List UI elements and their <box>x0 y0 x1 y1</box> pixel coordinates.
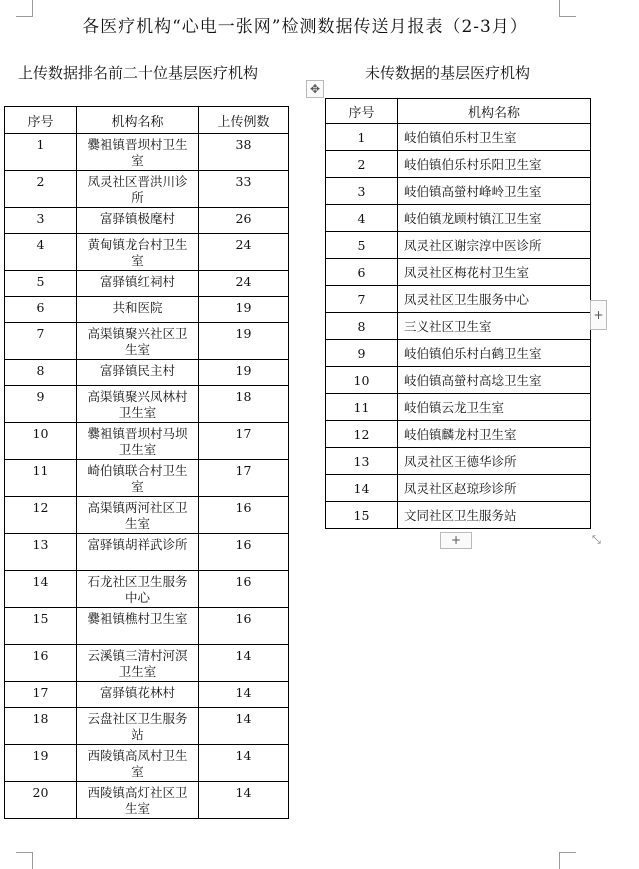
row-number-cell: 17 <box>5 682 77 708</box>
upload-count-cell: 17 <box>199 423 289 460</box>
institution-name-cell: 富驿镇极麾村 <box>77 208 199 234</box>
institution-name-cell: 共和医院 <box>77 297 199 323</box>
upload-count-cell: 19 <box>199 323 289 360</box>
row-number-cell: 4 <box>5 234 77 271</box>
left-table-subtitle: 上传数据排名前二十位基层医疗机构 <box>18 64 259 82</box>
table-row <box>5 745 289 782</box>
institution-name-cell: 西陵镇高灯社区卫生室 <box>77 782 199 819</box>
institution-name-cell: 黄甸镇龙台村卫生室 <box>77 234 199 271</box>
add-row-button[interactable]: + <box>440 532 472 549</box>
row-number-cell: 3 <box>5 208 77 234</box>
institution-name-cell: 富驿镇胡祥武诊所 <box>77 534 199 571</box>
right-table-subtitle: 未传数据的基层医疗机构 <box>365 64 531 82</box>
upload-count-cell: 38 <box>199 134 289 171</box>
institution-name-cell: 岐伯镇高螢村峰岭卫生室 <box>398 178 591 205</box>
table-row <box>5 271 289 297</box>
upload-count-cell: 14 <box>199 782 289 819</box>
table-row <box>5 460 289 497</box>
table-header-row <box>326 99 591 124</box>
row-number-cell: 1 <box>5 134 77 171</box>
top-twenty-table <box>4 106 289 819</box>
table-row <box>326 394 591 421</box>
upload-count-cell: 24 <box>199 271 289 297</box>
row-number-cell: 11 <box>326 394 398 421</box>
no-upload-table <box>325 98 591 529</box>
table-resize-icon[interactable]: ⤡ <box>592 533 601 546</box>
row-number-cell: 4 <box>326 205 398 232</box>
row-number-cell: 14 <box>5 571 77 608</box>
table-row <box>5 497 289 534</box>
header-cell-institution: 机构名称 <box>77 107 199 134</box>
table-row <box>326 124 591 151</box>
row-number-cell: 6 <box>326 259 398 286</box>
table-row <box>5 608 289 645</box>
institution-name-cell: 岐伯镇麟龙村卫生室 <box>398 421 591 448</box>
table-row <box>5 782 289 819</box>
institution-name-cell: 凤灵社区赵琼珍诊所 <box>398 475 591 502</box>
table-row <box>5 360 289 386</box>
table-row <box>326 232 591 259</box>
institution-name-cell: 云盘社区卫生服务站 <box>77 708 199 745</box>
row-number-cell: 15 <box>326 502 398 529</box>
institution-name-cell: 岐伯镇伯乐村白鹤卫生室 <box>398 340 591 367</box>
header-cell-institution: 机构名称 <box>398 99 591 124</box>
table-row <box>5 234 289 271</box>
row-number-cell: 10 <box>326 367 398 394</box>
row-number-cell: 3 <box>326 178 398 205</box>
page-corner-mark <box>559 852 576 869</box>
row-number-cell: 15 <box>5 608 77 645</box>
add-column-button[interactable]: + <box>590 300 607 330</box>
institution-name-cell: 凤灵社区谢宗淳中医诊所 <box>398 232 591 259</box>
row-number-cell: 19 <box>5 745 77 782</box>
row-number-cell: 1 <box>326 124 398 151</box>
table-row <box>5 297 289 323</box>
upload-count-cell: 24 <box>199 234 289 271</box>
row-number-cell: 2 <box>5 171 77 208</box>
page-corner-mark <box>16 852 33 869</box>
upload-count-cell: 16 <box>199 534 289 571</box>
row-number-cell: 5 <box>5 271 77 297</box>
row-number-cell: 18 <box>5 708 77 745</box>
table-row <box>326 448 591 475</box>
institution-name-cell: 高渠镇聚兴凤林村卫生室 <box>77 386 199 423</box>
table-row <box>5 534 289 571</box>
table-row <box>5 682 289 708</box>
table-row <box>326 178 591 205</box>
upload-count-cell: 14 <box>199 745 289 782</box>
table-row <box>5 134 289 171</box>
table-row <box>5 423 289 460</box>
institution-name-cell: 西陵镇高凤村卫生室 <box>77 745 199 782</box>
row-number-cell: 10 <box>5 423 77 460</box>
row-number-cell: 7 <box>5 323 77 360</box>
upload-count-cell: 16 <box>199 497 289 534</box>
upload-count-cell: 16 <box>199 608 289 645</box>
table-row <box>5 645 289 682</box>
upload-count-cell: 14 <box>199 645 289 682</box>
institution-name-cell: 岐伯镇云龙卫生室 <box>398 394 591 421</box>
institution-name-cell: 崎伯镇联合村卫生室 <box>77 460 199 497</box>
row-number-cell: 14 <box>326 475 398 502</box>
institution-name-cell: 富驿镇花林村 <box>77 682 199 708</box>
upload-count-cell: 19 <box>199 360 289 386</box>
row-number-cell: 11 <box>5 460 77 497</box>
table-row <box>326 259 591 286</box>
upload-count-cell: 17 <box>199 460 289 497</box>
upload-count-cell: 14 <box>199 708 289 745</box>
document-title: 各医疗机构“心电一张网”检测数据传送月报表（2-3月） <box>82 17 528 37</box>
row-number-cell: 16 <box>5 645 77 682</box>
institution-name-cell: 凤灵社区王德华诊所 <box>398 448 591 475</box>
row-number-cell: 6 <box>5 297 77 323</box>
row-number-cell: 9 <box>5 386 77 423</box>
table-row <box>326 340 591 367</box>
table-row <box>5 171 289 208</box>
institution-name-cell: 三义社区卫生室 <box>398 313 591 340</box>
institution-name-cell: 岐伯镇高螢村高埝卫生室 <box>398 367 591 394</box>
table-row <box>326 475 591 502</box>
institution-name-cell: 高渠镇两河社区卫生室 <box>77 497 199 534</box>
table-row <box>5 386 289 423</box>
institution-name-cell: 岐伯镇伯乐村乐阳卫生室 <box>398 151 591 178</box>
table-row <box>326 286 591 313</box>
institution-name-cell: 爨袓镇晋坝村卫生室 <box>77 134 199 171</box>
row-number-cell: 2 <box>326 151 398 178</box>
row-number-cell: 8 <box>326 313 398 340</box>
table-row <box>326 367 591 394</box>
upload-count-cell: 26 <box>199 208 289 234</box>
institution-name-cell: 岐伯镇伯乐村卫生室 <box>398 124 591 151</box>
table-row <box>5 708 289 745</box>
row-number-cell: 13 <box>5 534 77 571</box>
upload-count-cell: 16 <box>199 571 289 608</box>
row-number-cell: 13 <box>326 448 398 475</box>
institution-name-cell: 凤灵社区梅花村卫生室 <box>398 259 591 286</box>
institution-name-cell: 云溪镇三清村河溟卫生室 <box>77 645 199 682</box>
upload-count-cell: 19 <box>199 297 289 323</box>
header-cell-number: 序号 <box>5 107 77 134</box>
row-number-cell: 5 <box>326 232 398 259</box>
institution-name-cell: 文同社区卫生服务站 <box>398 502 591 529</box>
table-row <box>5 323 289 360</box>
upload-count-cell: 33 <box>199 171 289 208</box>
table-row <box>5 571 289 608</box>
row-number-cell: 7 <box>326 286 398 313</box>
header-cell-number: 序号 <box>326 99 398 124</box>
institution-name-cell: 富驿镇民主村 <box>77 360 199 386</box>
institution-name-cell: 岐伯镇龙顾村镇江卫生室 <box>398 205 591 232</box>
row-number-cell: 12 <box>5 497 77 534</box>
table-row <box>326 502 591 529</box>
institution-name-cell: 凤灵社区卫生服务中心 <box>398 286 591 313</box>
row-number-cell: 12 <box>326 421 398 448</box>
table-row <box>326 421 591 448</box>
row-number-cell: 8 <box>5 360 77 386</box>
table-row <box>326 313 591 340</box>
institution-name-cell: 高渠镇聚兴社区卫生室 <box>77 323 199 360</box>
table-row <box>326 151 591 178</box>
institution-name-cell: 爨袓镇樵村卫生室 <box>77 608 199 645</box>
upload-count-cell: 18 <box>199 386 289 423</box>
row-number-cell: 9 <box>326 340 398 367</box>
row-number-cell: 20 <box>5 782 77 819</box>
institution-name-cell: 富驿镇红祠村 <box>77 271 199 297</box>
institution-name-cell: 石龙社区卫生服务中心 <box>77 571 199 608</box>
upload-count-cell: 14 <box>199 682 289 708</box>
table-header-row <box>5 107 289 134</box>
table-move-icon[interactable]: ✥ <box>306 80 324 98</box>
header-cell-upload-count: 上传例数 <box>199 107 289 134</box>
institution-name-cell: 爨袓镇晋坝村马坝卫生室 <box>77 423 199 460</box>
table-row <box>326 205 591 232</box>
institution-name-cell: 凤灵社区晋洪川诊所 <box>77 171 199 208</box>
table-row <box>5 208 289 234</box>
